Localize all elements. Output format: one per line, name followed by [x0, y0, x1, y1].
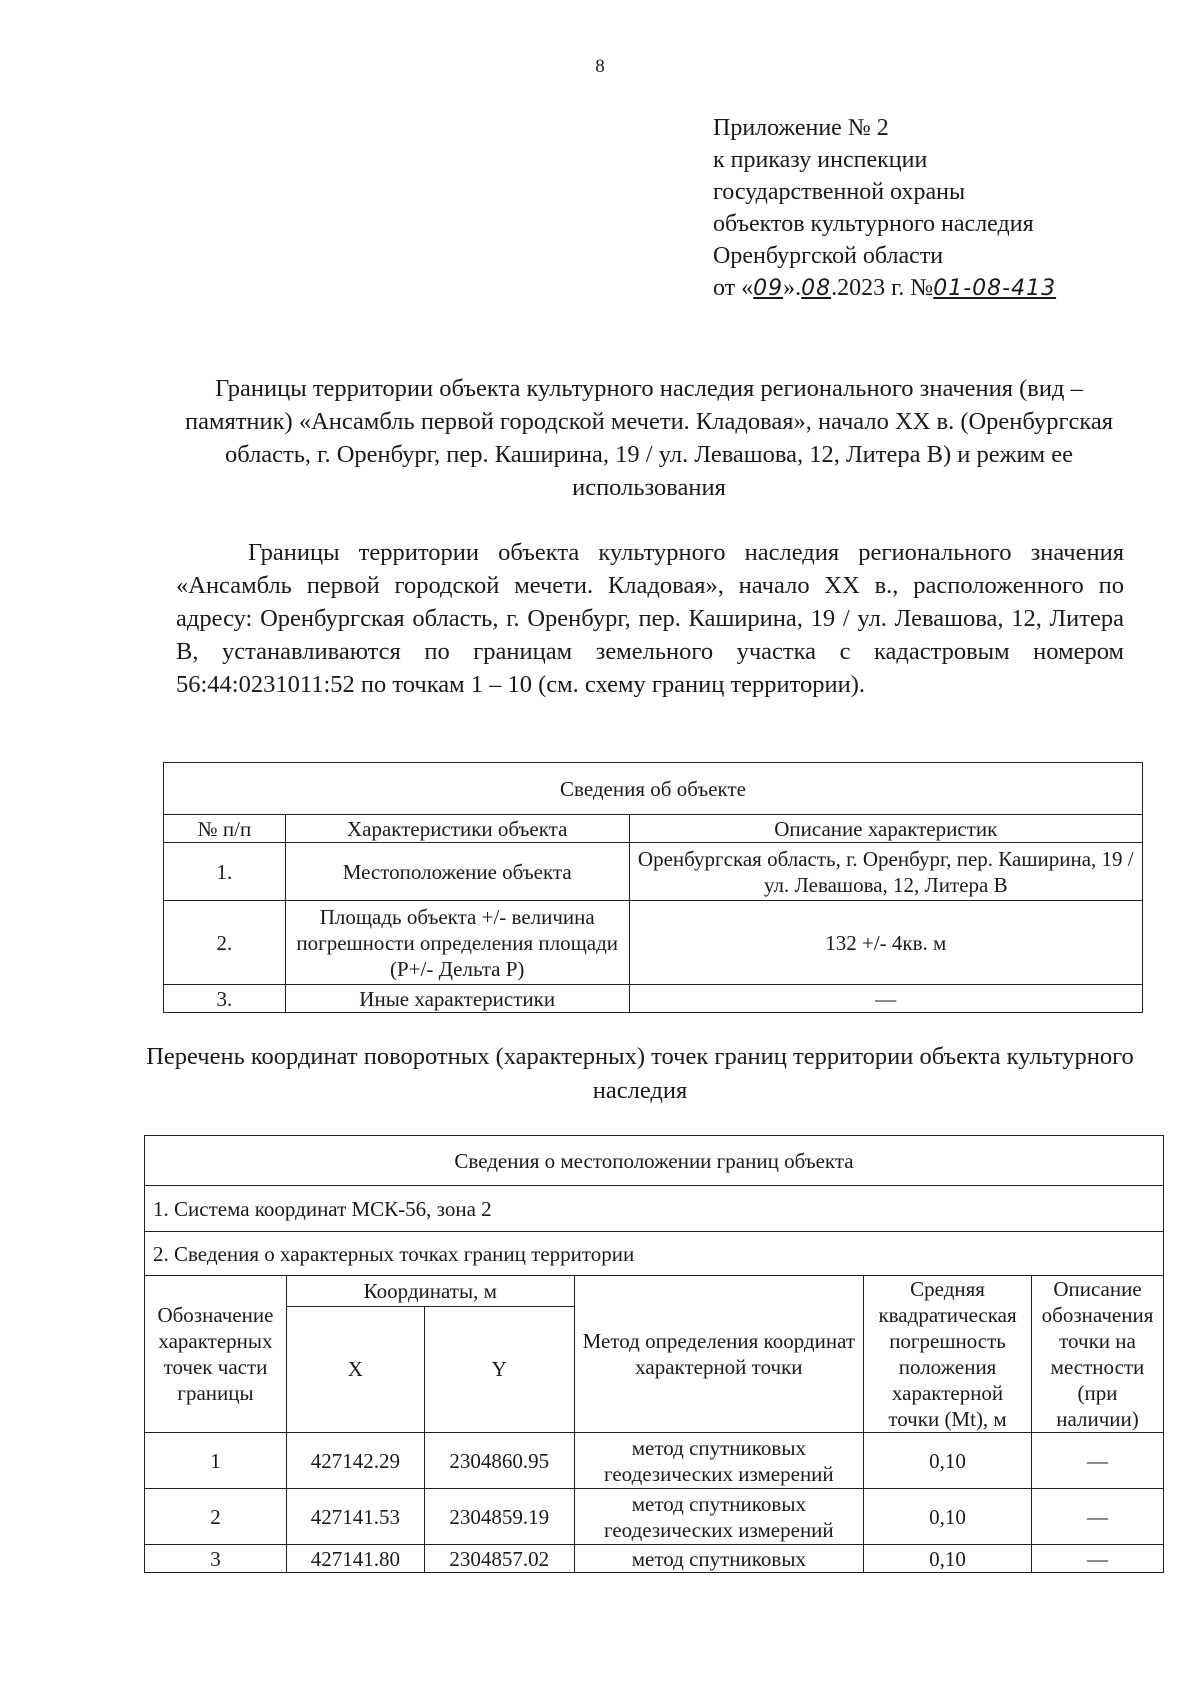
row-characteristic: Площадь объекта +/- величина погрешности определения площади (Р+/- Дельта Р) — [285, 901, 629, 985]
appendix-block — [713, 112, 1056, 305]
document-title: Границы территории объекта культурного наследия регионального значения (вид – памятник) «Ансамбль первой городской мечети. Кладовая», начало XX в. (Оренбургская область, г. Оренбург, пер. Каширина, 19 / ул. Левашова, 12, Литера В) и режим ее использования — [184, 375, 1114, 501]
order-date-line — [713, 272, 1056, 305]
point-y: 2304857.02 — [424, 1545, 574, 1573]
coordinates-table — [144, 1135, 1164, 1573]
object-table-title: Сведения об объекте — [164, 763, 1143, 815]
header-description: Описание характеристик — [629, 815, 1142, 843]
appendix-line: объектов культурного наследия — [713, 211, 1034, 237]
point-description: — — [1032, 1545, 1164, 1573]
coordinates-title: Перечень координат поворотных (характерных) точек границ территории объекта культурного наследия — [146, 1043, 1134, 1104]
point-method: метод спутниковых геодезических измерений — [574, 1489, 863, 1545]
appendix-line: государственной охраны — [713, 179, 966, 205]
point-x: 427141.53 — [286, 1489, 424, 1545]
date-prefix: от « — [713, 275, 754, 301]
point-method: метод спутниковых — [574, 1545, 863, 1573]
point-description: — — [1032, 1433, 1164, 1489]
table-row — [164, 843, 1143, 901]
point-y: 2304860.95 — [424, 1433, 574, 1489]
table-row — [145, 1489, 1164, 1545]
appendix-line: Приложение № 2 — [713, 115, 889, 141]
point-x: 427142.29 — [286, 1433, 424, 1489]
point-error: 0,10 — [864, 1489, 1032, 1545]
header-method: Метод определения координат характерной точки — [574, 1276, 863, 1433]
handwritten-month: 08 — [801, 276, 832, 301]
row-characteristic: Иные характеристики — [285, 985, 629, 1013]
table-row — [145, 1433, 1164, 1489]
point-number: 2 — [145, 1489, 287, 1545]
table-row — [164, 901, 1143, 985]
intro-paragraph: Границы территории объекта культурного наследия регионального значения «Ансамбль первой городской мечети. Кладовая», начало XX в., расположенного по адресу: Оренбургская область, г. Оренбург, пер. Каширина, 19 / ул. Левашова, 12, Литера В, устанавливаются по границам земельного участка с кадастровым номером 56:44:0231011:52 по точкам 1 – 10 (см. схему границ территории). — [176, 539, 1124, 698]
header-y: Y — [424, 1306, 574, 1432]
handwritten-order-number: 01-08-413 — [933, 276, 1057, 301]
header-characteristic: Характеристики объекта — [285, 815, 629, 843]
header-point: Обозначение характерных точек части границы — [145, 1276, 287, 1433]
appendix-line: к приказу инспекции — [713, 147, 928, 173]
coordinate-system: 1. Система координат МСК-56, зона 2 — [145, 1186, 1164, 1232]
header-error: Средняя квадратическая погрешность положения характерной точки (Mt), м — [864, 1276, 1032, 1433]
point-x: 427141.80 — [286, 1545, 424, 1573]
object-info-table — [163, 762, 1143, 1013]
coords-table-title: Сведения о местоположении границ объекта — [145, 1136, 1164, 1186]
appendix-line: Оренбургской области — [713, 243, 944, 269]
point-error: 0,10 — [864, 1433, 1032, 1489]
table-row — [164, 985, 1143, 1013]
date-mid: ». — [783, 275, 802, 301]
point-number: 1 — [145, 1433, 287, 1489]
point-number: 3 — [145, 1545, 287, 1573]
header-coordinates: Координаты, м — [286, 1276, 574, 1307]
row-description: 132 +/- 4кв. м — [629, 901, 1142, 985]
header-number: № п/п — [164, 815, 286, 843]
handwritten-day: 09 — [753, 276, 784, 301]
date-suffix: .2023 г. № — [831, 275, 934, 301]
page-number: 8 — [595, 56, 605, 77]
table-row — [145, 1545, 1164, 1573]
point-y: 2304859.19 — [424, 1489, 574, 1545]
point-error: 0,10 — [864, 1545, 1032, 1573]
row-number: 2. — [164, 901, 286, 985]
header-point-description: Описание обозначения точки на местности (при наличии) — [1032, 1276, 1164, 1433]
header-x: X — [286, 1306, 424, 1432]
row-description: Оренбургская область, г. Оренбург, пер. Каширина, 19 / ул. Левашова, 12, Литера В — [629, 843, 1142, 901]
point-description: — — [1032, 1489, 1164, 1545]
row-characteristic: Местоположение объекта — [285, 843, 629, 901]
points-section-title: 2. Сведения о характерных точках границ территории — [145, 1232, 1164, 1276]
point-method: метод спутниковых геодезических измерений — [574, 1433, 863, 1489]
row-description: — — [629, 985, 1142, 1013]
row-number: 3. — [164, 985, 286, 1013]
row-number: 1. — [164, 843, 286, 901]
